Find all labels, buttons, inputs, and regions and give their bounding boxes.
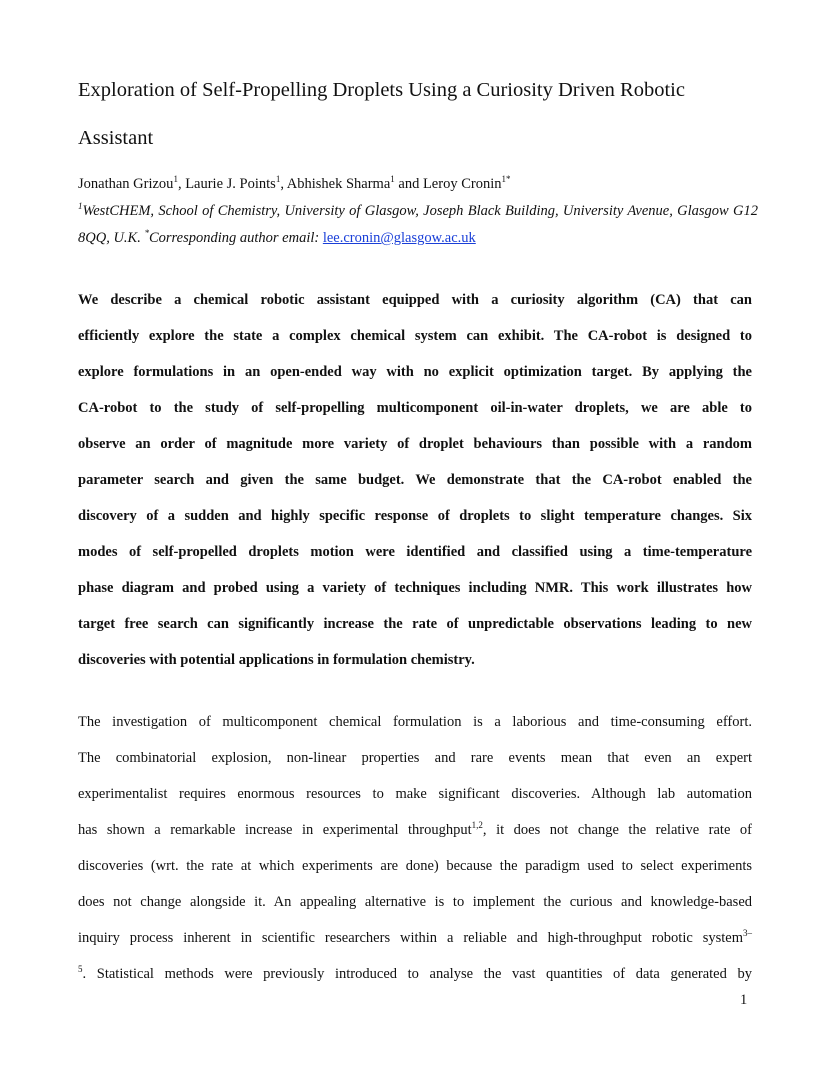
title-line: Exploration of Self-Propelling Droplets Using a Curiosity Driven Robotic bbox=[78, 79, 685, 101]
body-line bbox=[78, 920, 752, 956]
author-name: Jonathan Grizou bbox=[78, 176, 174, 192]
title-line: Assistant bbox=[78, 127, 154, 149]
body-line bbox=[78, 956, 752, 992]
body-line: The combinatorial explosion, non-linear properties and rare events mean that even an expert bbox=[78, 750, 752, 766]
author-name: Leroy Cronin bbox=[422, 176, 502, 192]
body-text: . Statistical methods were previously introduced to analyse the vast quantities of data generated by bbox=[82, 966, 752, 982]
author-separator: , bbox=[280, 176, 287, 192]
author-list bbox=[78, 172, 758, 196]
author-separator: , bbox=[177, 176, 186, 192]
body-text: , it does not change the relative rate of bbox=[482, 822, 752, 838]
abstract-line: discoveries with potential applications in formulation chemistry. bbox=[78, 652, 475, 668]
abstract-line: target free search can significantly increase the rate of unpredictable observations leading to new bbox=[78, 616, 752, 632]
abstract-line: efficiently explore the state a complex chemical system can exhibit. The CA-robot is designed to bbox=[78, 328, 752, 344]
page-number: 1 bbox=[740, 992, 748, 1008]
citation-mark: 5 bbox=[78, 964, 83, 974]
affiliation bbox=[78, 198, 758, 252]
author-affiliation-mark: 1 bbox=[275, 174, 281, 184]
body-line: does not change alongside it. An appealing alternative is to implement the curious and knowledge-based bbox=[78, 894, 752, 910]
abstract-line: phase diagram and probed using a variety of techniques including NMR. This work illustrates how bbox=[78, 580, 752, 596]
author-name: Abhishek Sharma bbox=[286, 176, 391, 192]
body-paragraph bbox=[78, 704, 752, 992]
body-text: has shown a remarkable increase in experimental throughput bbox=[78, 822, 472, 838]
author-affiliation-mark: 1* bbox=[501, 174, 511, 184]
citation-mark: 1,2 bbox=[471, 820, 483, 830]
paper-title bbox=[78, 66, 758, 162]
abstract bbox=[78, 282, 752, 678]
body-line bbox=[78, 812, 752, 848]
author-affiliation-mark: 1 bbox=[390, 174, 395, 184]
affiliation-text: WestCHEM, School of Chemistry, University of Glasgow, Joseph Black Building, University Avenue, Glasgow G12 8QQ, U.K. bbox=[78, 203, 758, 246]
body-line: discoveries (wrt. the rate at which experiments are done) because the paradigm used to select experiments bbox=[78, 858, 752, 874]
abstract-line: explore formulations in an open-ended way with no explicit optimization target. By applying the bbox=[78, 364, 752, 380]
abstract-line: parameter search and given the same budget. We demonstrate that the CA-robot enabled the bbox=[78, 472, 752, 488]
abstract-line: modes of self-propelled droplets motion were identified and classified using a time-temperature bbox=[78, 544, 752, 560]
corresponding-mark: * bbox=[144, 228, 149, 238]
body-line: experimentalist requires enormous resources to make significant discoveries. Although lab automation bbox=[78, 786, 752, 802]
affiliation-mark: 1 bbox=[78, 201, 83, 211]
body-line: The investigation of multicomponent chemical formulation is a laborious and time-consuming effort. bbox=[78, 714, 752, 730]
abstract-line: We describe a chemical robotic assistant equipped with a curiosity algorithm (CA) that can bbox=[78, 292, 752, 308]
body-text: inquiry process inherent in scientific researchers within a reliable and high-throughput robotic system bbox=[78, 930, 743, 946]
abstract-line: observe an order of magnitude more variety of droplet behaviours than possible with a random bbox=[78, 436, 752, 452]
author-separator: and bbox=[394, 176, 423, 192]
author-affiliation-mark: 1 bbox=[173, 174, 178, 184]
corresponding-label: Corresponding author email: bbox=[148, 230, 323, 246]
author-name: Laurie J. Points bbox=[185, 176, 276, 192]
abstract-line: discovery of a sudden and highly specific response of droplets to slight temperature changes. Six bbox=[78, 508, 752, 524]
abstract-line: CA-robot to the study of self-propelling multicomponent oil-in-water droplets, we are able to bbox=[78, 400, 752, 416]
corresponding-email-link[interactable]: lee.cronin@glasgow.ac.uk bbox=[322, 230, 476, 246]
citation-mark: 3– bbox=[743, 928, 752, 938]
